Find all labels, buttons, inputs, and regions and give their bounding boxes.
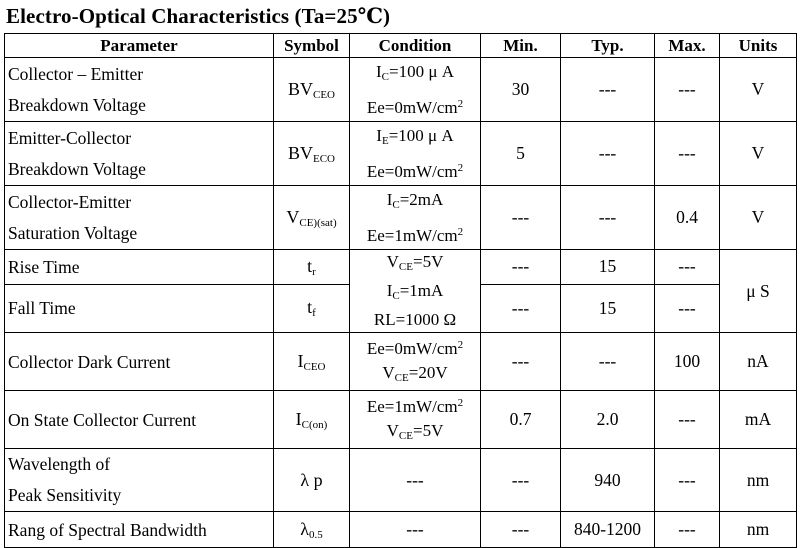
- header-max: Max.: [655, 34, 720, 58]
- min-cell: ---: [481, 449, 561, 512]
- parameter-cell: Fall Time: [5, 284, 274, 332]
- max-cell: ---: [655, 391, 720, 449]
- table-row: [5, 58, 797, 122]
- typ-cell: 940: [561, 449, 655, 512]
- parameter-cell: Rang of Spectral Bandwidth: [5, 512, 274, 548]
- table-row: [5, 449, 797, 512]
- header-condition: Condition: [350, 34, 481, 58]
- symbol-cell: $t_r$: [274, 250, 350, 285]
- table-row: [5, 512, 797, 548]
- max-cell: ---: [655, 449, 720, 512]
- header-row: [5, 34, 797, 58]
- symbol-cell: $V_{CE)(sat)}$: [274, 186, 350, 250]
- parameter-cell: Rise Time: [5, 250, 274, 285]
- section-title: Electro-Optical Characteristics (Ta=25℃): [6, 4, 391, 28]
- min-cell: 5: [481, 122, 561, 186]
- table-row: [5, 250, 797, 285]
- units-cell: μ S: [720, 250, 797, 333]
- condition-cell: $V_{CE}=5V$ $I_C=1mA$ RL=1000 Ω: [350, 250, 481, 333]
- parameter-cell: Collector – Emitter Breakdown Voltage: [5, 58, 274, 122]
- header-symbol: Symbol: [274, 34, 350, 58]
- max-cell: ---: [655, 122, 720, 186]
- min-cell: 30: [481, 58, 561, 122]
- symbol-cell: $I_{C(on)}$: [274, 391, 350, 449]
- max-cell: 0.4: [655, 186, 720, 250]
- typ-cell: ---: [561, 122, 655, 186]
- units-cell: V: [720, 122, 797, 186]
- min-cell: ---: [481, 250, 561, 285]
- units-cell: nm: [720, 512, 797, 548]
- condition-cell: ---: [350, 449, 481, 512]
- max-cell: ---: [655, 58, 720, 122]
- symbol-cell: $t_f$: [274, 284, 350, 332]
- min-cell: ---: [481, 333, 561, 391]
- typ-cell: 2.0: [561, 391, 655, 449]
- symbol-cell: $BV_{CEO}$: [274, 58, 350, 122]
- table-row: [5, 186, 797, 250]
- table-row: [5, 333, 797, 391]
- electro-optical-table: [4, 33, 797, 548]
- units-cell: V: [720, 58, 797, 122]
- typ-cell: ---: [561, 58, 655, 122]
- header-typ: Typ.: [561, 34, 655, 58]
- units-cell: nm: [720, 449, 797, 512]
- parameter-cell: On State Collector Current: [5, 391, 274, 449]
- condition-cell: $I_C=100$ μ A $Ee=0mW/cm^2$: [350, 58, 481, 122]
- min-cell: ---: [481, 284, 561, 332]
- parameter-cell: Collector-Emitter Saturation Voltage: [5, 186, 274, 250]
- typ-cell: ---: [561, 333, 655, 391]
- symbol-cell: $I_{CEO}$: [274, 333, 350, 391]
- parameter-cell: Emitter-Collector Breakdown Voltage: [5, 122, 274, 186]
- symbol-cell: $BV_{ECO}$: [274, 122, 350, 186]
- symbol-cell: λ p: [274, 449, 350, 512]
- condition-cell: $I_E=100$ μ A $Ee=0mW/cm^2$: [350, 122, 481, 186]
- parameter-cell: Collector Dark Current: [5, 333, 274, 391]
- condition-cell: $Ee=1mW/cm^2$ $V_{CE}=5V$: [350, 391, 481, 449]
- max-cell: 100: [655, 333, 720, 391]
- max-cell: ---: [655, 250, 720, 285]
- typ-cell: ---: [561, 186, 655, 250]
- units-cell: V: [720, 186, 797, 250]
- typ-cell: 15: [561, 284, 655, 332]
- typ-cell: 15: [561, 250, 655, 285]
- min-cell: 0.7: [481, 391, 561, 449]
- units-cell: nA: [720, 333, 797, 391]
- typ-cell: 840-1200: [561, 512, 655, 548]
- table-row: [5, 391, 797, 449]
- parameter-cell: Wavelength of Peak Sensitivity: [5, 449, 274, 512]
- units-cell: mA: [720, 391, 797, 449]
- header-parameter: Parameter: [5, 34, 274, 58]
- condition-cell: $Ee=0mW/cm^2$ $V_{CE}=20V$: [350, 333, 481, 391]
- condition-cell: ---: [350, 512, 481, 548]
- max-cell: ---: [655, 512, 720, 548]
- min-cell: ---: [481, 512, 561, 548]
- header-units: Units: [720, 34, 797, 58]
- symbol-cell: $\lambda_{0.5}$: [274, 512, 350, 548]
- table-row: [5, 122, 797, 186]
- min-cell: ---: [481, 186, 561, 250]
- header-min: Min.: [481, 34, 561, 58]
- max-cell: ---: [655, 284, 720, 332]
- condition-cell: $I_C=2mA$ $Ee=1mW/cm^2$: [350, 186, 481, 250]
